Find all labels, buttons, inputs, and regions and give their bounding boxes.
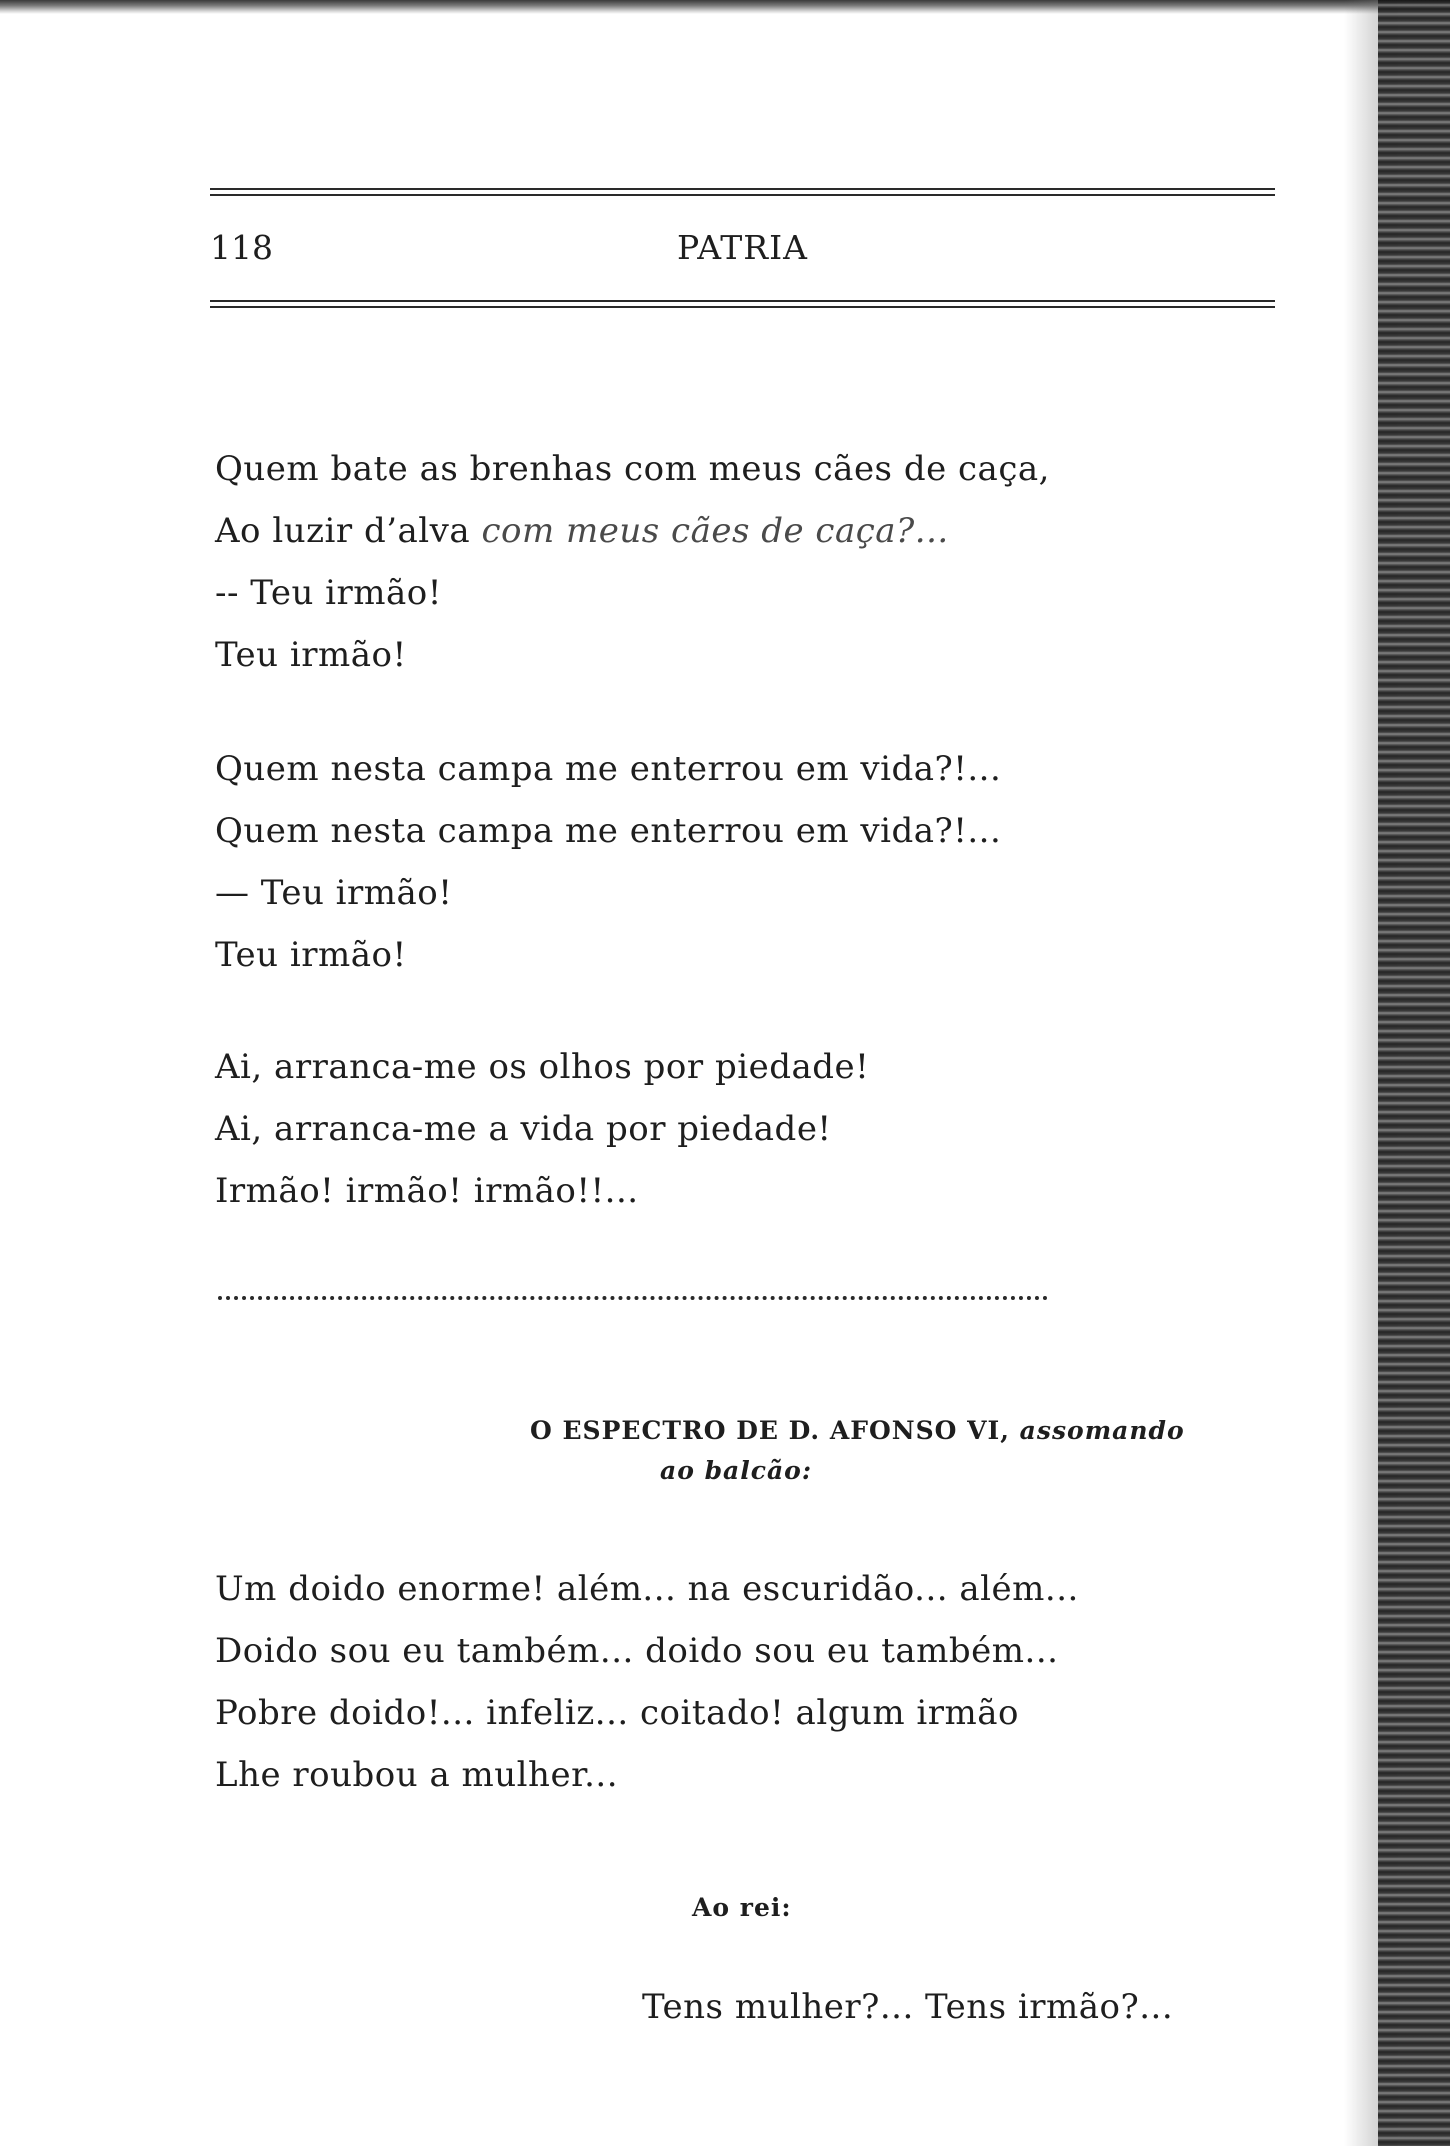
verse-line: Quem bate as brenhas com meus cães de caça,	[215, 449, 1050, 489]
speaker-name: O ESPECTRO DE D. AFONSO VI,	[530, 1416, 1010, 1445]
verse-line: Um doido enorme! além... na escuridão... além...	[215, 1569, 1079, 1609]
header-rule-top	[210, 188, 1275, 196]
verse-line: Ai, arranca-me a vida por piedade!	[215, 1109, 832, 1149]
running-title: PATRIA	[677, 228, 808, 267]
stage-direction-to-king: Ao rei:	[692, 1893, 792, 1922]
header-rule-bottom	[210, 300, 1275, 308]
verse-line: Lhe roubou a mulher...	[215, 1755, 619, 1795]
stanza-4	[215, 1558, 1079, 1806]
stanza-1	[215, 438, 1050, 686]
dotted-separator	[218, 1296, 1048, 1300]
verse-line: Irmão! irmão! irmão!!...	[215, 1171, 639, 1211]
verse-line: -- Teu irmão!	[215, 573, 442, 613]
stanza-3	[215, 1036, 869, 1222]
verse-roman: Ao luzir d’alva	[215, 511, 471, 551]
stage-action-cont: ao balcão:	[660, 1456, 813, 1485]
stage-direction-spectre	[530, 1416, 1185, 1445]
verse-line: Teu irmão!	[215, 635, 407, 675]
page-number: 118	[210, 228, 273, 267]
verse-line: Teu irmão!	[215, 935, 407, 975]
book-spine-edge	[1378, 0, 1450, 2146]
page-top-edge	[0, 0, 1450, 14]
verse-italic: com meus cães de caça?...	[481, 511, 949, 551]
verse-line: Quem nesta campa me enterrou em vida?!...	[215, 811, 1002, 851]
running-head	[210, 228, 1275, 268]
stanza-2	[215, 738, 1001, 986]
stage-action: assomando	[1019, 1416, 1185, 1445]
verse-line: Ai, arranca-me os olhos por piedade!	[215, 1047, 870, 1087]
final-verse-line: Tens mulher?... Tens irmão?...	[642, 1987, 1174, 2027]
verse-line: — Teu irmão!	[215, 873, 453, 913]
stage-direction-spectre-cont	[660, 1456, 812, 1485]
verse-line: Doido sou eu também... doido sou eu também...	[215, 1631, 1059, 1671]
verse-line: Quem nesta campa me enterrou em vida?!...	[215, 749, 1002, 789]
verse-line: Pobre doido!... infeliz... coitado! algum irmão	[215, 1693, 1020, 1733]
verse-line	[215, 500, 1050, 562]
